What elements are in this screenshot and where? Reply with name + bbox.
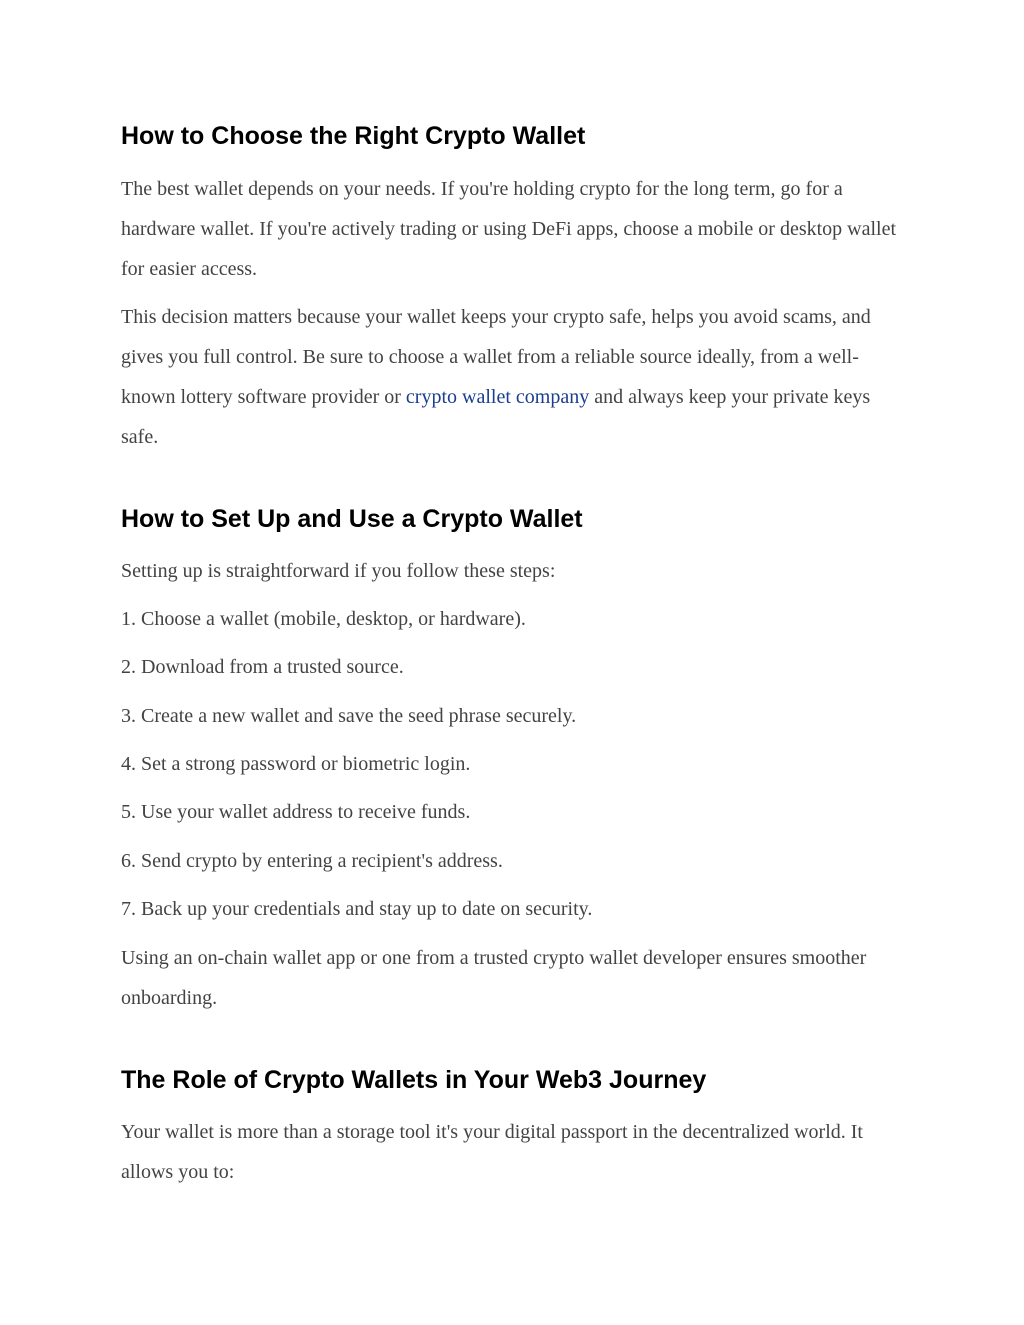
list-item: 2. Download from a trusted source. [121,656,404,678]
paragraph-decision-text-end: and always keep your private keys safe. [121,386,871,448]
section-heading-setup-wallet: How to Set Up and Use a Crypto Wallet [121,505,583,533]
section-heading-choose-wallet: How to Choose the Right Crypto Wallet [121,122,586,150]
paragraph-setup-intro: Setting up is straightforward if you follow these steps: [121,560,556,582]
list-item: 3. Create a new wallet and save the seed phrase securely. [121,705,577,727]
list-item: 7. Back up your credentials and stay up to date on security. [121,898,593,920]
paragraph-decision-text: This decision matters because your wallet keeps your crypto safe, helps you avoid scams, and gives you full control. Be sure to choose a wallet from a reliable source ideally, from a well-known lottery software provider or [121,306,871,408]
paragraph-best-wallet: The best wallet depends on your needs. If you're holding crypto for the long term, go for a hardware wallet. If you're actively trading or using DeFi apps, choose a mobile or desktop wallet for easier access. [121,178,897,280]
paragraph-setup-outro: Using an on-chain wallet app or one from a trusted crypto wallet developer ensures smoother onboarding. [121,947,867,1009]
list-item: 4. Set a strong password or biometric login. [121,753,471,775]
section-heading-web3-role: The Role of Crypto Wallets in Your Web3 Journey [121,1066,707,1094]
list-item: 1. Choose a wallet (mobile, desktop, or hardware). [121,608,526,630]
crypto-wallet-company-link[interactable]: crypto wallet company [405,386,590,408]
paragraph-decision-matters [121,297,911,457]
paragraph-web3-intro: Your wallet is more than a storage tool it's your digital passport in the decentralized world. It allows you to: [121,1121,863,1183]
list-item: 5. Use your wallet address to receive funds. [121,801,471,823]
list-item: 6. Send crypto by entering a recipient's address. [121,850,503,872]
